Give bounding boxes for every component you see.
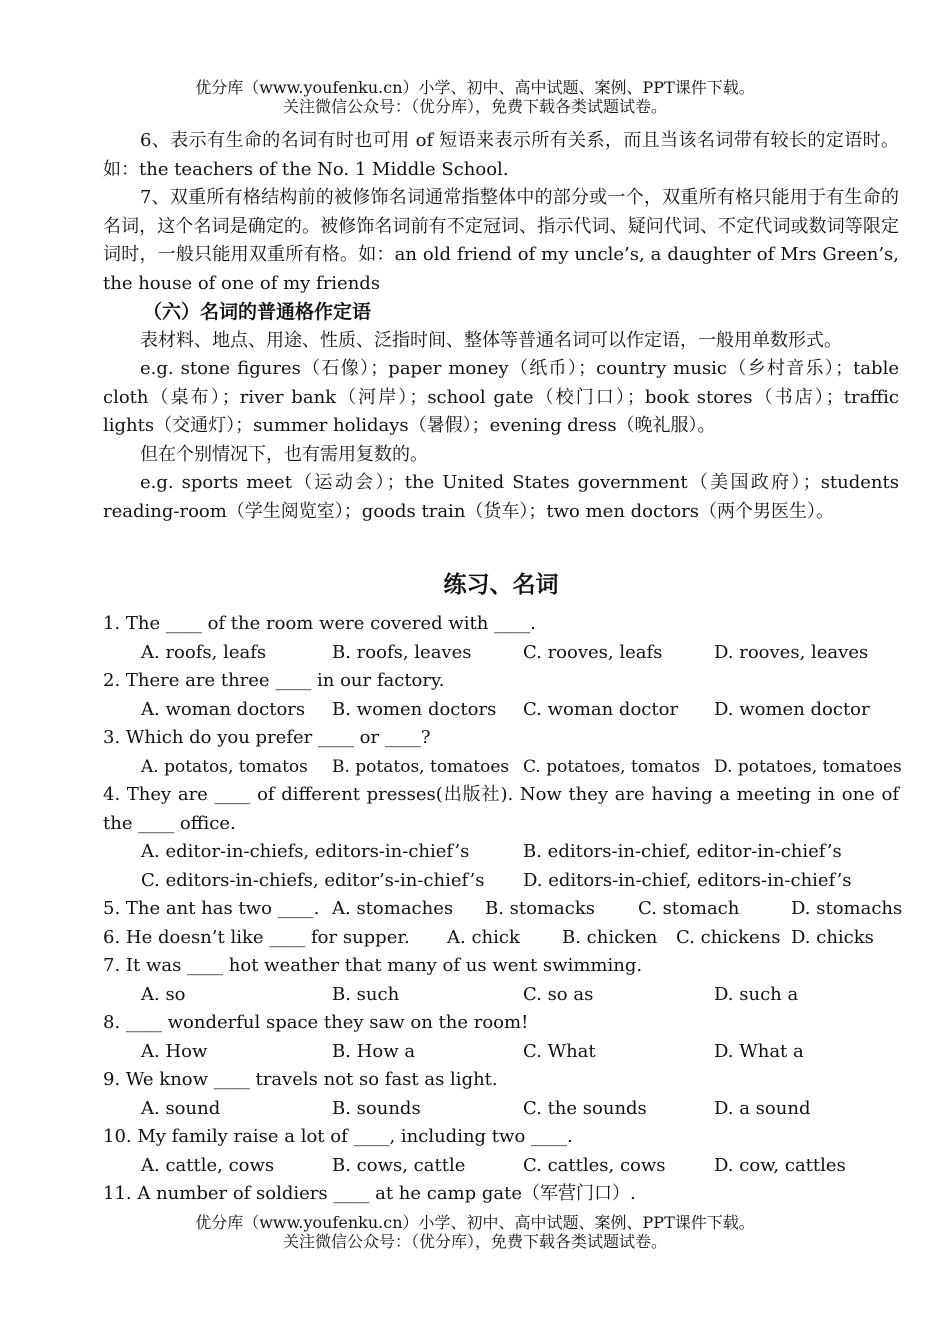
option: B. roofs, leaves xyxy=(332,641,472,663)
question-options xyxy=(103,639,899,668)
question-options xyxy=(103,696,899,725)
question: 1. The ____ of the room were covered with ____. xyxy=(103,613,536,634)
question-options xyxy=(103,838,899,867)
option: A. woman doctors xyxy=(141,698,306,720)
option: D. editors-in-chief, editors-in-chief’s xyxy=(523,869,852,891)
question-options xyxy=(103,1038,899,1067)
question-options xyxy=(103,1095,899,1124)
section-paragraph-1: 表材料、地点、用途、性质、泛指时间、整体等普通名词可以作定语，一般用单数形式。 xyxy=(140,329,842,351)
question: 6. He doesn’t like ____ for supper. xyxy=(103,926,410,948)
option: D. potatoes, tomatoes xyxy=(714,756,902,777)
option: A. stomaches xyxy=(332,898,454,919)
footer-line-2: 关注微信公众号：（优分库），免费下载各类试题试卷。 xyxy=(282,1232,667,1251)
question: 5. The ant has two ____. xyxy=(103,898,320,919)
option: C. stomach xyxy=(638,898,740,919)
rule-7-paragraph: 7、双重所有格结构前的被修饰名词通常指整体中的部分或一个，双重所有格只能用于有生命的名词，这个名词是确定的。被修饰名词前有不定冠词、指示代词、疑问代词、不定代词或数词等限定词时，一般只能用双重所有格。如：an old friend of my uncle’s, a daughter of Mrs Green’s, the house of one of my friends xyxy=(103,187,899,294)
option: D. cow, cattles xyxy=(714,1154,846,1176)
option: A. cattle, cows xyxy=(141,1154,275,1176)
option: B. potatos, tomatoes xyxy=(332,756,510,777)
question-with-options xyxy=(103,924,899,953)
header-line-2: 关注微信公众号：（优分库），免费下载各类试题试卷。 xyxy=(282,97,667,116)
option: C. What xyxy=(523,1040,596,1062)
page-content xyxy=(103,127,903,1209)
section-heading: （六）名词的普通格作定语 xyxy=(143,301,372,323)
question: 7. It was ____ hot weather that many of us went swimming. xyxy=(103,955,643,976)
option: A. editor-in-chiefs, editors-in-chief’s xyxy=(141,841,470,862)
option: D. such a xyxy=(714,983,799,1005)
option: C. so as xyxy=(523,983,594,1005)
option: D. stomachs xyxy=(791,898,903,919)
question: 10. My family raise a lot of ____, including two ____. xyxy=(103,1126,573,1147)
option: A. roofs, leafs xyxy=(141,641,267,663)
option: A. How xyxy=(141,1040,208,1062)
option: B. women doctors xyxy=(332,698,497,720)
option: B. cows, cattle xyxy=(332,1154,466,1176)
rule-6-paragraph: 6、表示有生命的名词有时也可用 of 短语来表示所有关系，而且当该名词带有较长的定语时。如：the teachers of the No. 1 Middle School. xyxy=(103,130,899,180)
option: D. a sound xyxy=(714,1097,811,1119)
option: A. potatos, tomatos xyxy=(141,756,308,777)
option: C. rooves, leafs xyxy=(523,641,663,663)
question: 3. Which do you prefer ____ or ____? xyxy=(103,727,431,748)
option: B. such xyxy=(332,983,400,1005)
option: C. cattles, cows xyxy=(523,1154,666,1176)
question: 4. They are ____ of different presses(出版社). Now they are having a meeting in one of the ____ office. xyxy=(103,784,899,834)
option: C. the sounds xyxy=(523,1097,647,1119)
question: 9. We know ____ travels not so fast as light. xyxy=(103,1069,498,1090)
question-options xyxy=(103,981,899,1010)
option: D. rooves, leaves xyxy=(714,641,869,663)
question-options xyxy=(103,867,899,896)
option: B. sounds xyxy=(332,1097,421,1119)
question: 2. There are three ____ in our factory. xyxy=(103,670,445,691)
option: C. editors-in-chiefs, editor’s-in-chief’s xyxy=(141,869,485,891)
option: D. women doctor xyxy=(714,698,870,720)
question: 11. A number of soldiers ____ at he camp gate（军营门口）. xyxy=(103,1183,636,1204)
option: A. sound xyxy=(141,1097,221,1119)
option: A. chick xyxy=(447,926,520,948)
option: D. What a xyxy=(714,1040,804,1062)
option: B. editors-in-chief, editor-in-chief’s xyxy=(523,841,842,862)
option: B. How a xyxy=(332,1040,416,1062)
exercise-title: 练习、名词 xyxy=(443,572,559,598)
option: B. stomacks xyxy=(485,898,596,919)
header-line-1: 优分库（www.youfenku.cn）小学、初中、高中试题、案例、PPT课件下载。 xyxy=(195,78,755,97)
option: A. so xyxy=(141,983,186,1005)
option: C. woman doctor xyxy=(523,698,679,720)
question-options xyxy=(103,1152,899,1181)
question: 8. ____ wonderful space they saw on the room! xyxy=(103,1012,529,1033)
page-header xyxy=(0,78,950,116)
question-with-options xyxy=(103,895,903,924)
option: C. potatoes, tomatos xyxy=(523,756,701,777)
option: D. chicks xyxy=(791,926,874,948)
option: C. chickens xyxy=(676,926,781,948)
option: B. chicken xyxy=(562,926,658,948)
footer-line-1: 优分库（www.youfenku.cn）小学、初中、高中试题、案例、PPT课件下载。 xyxy=(195,1213,755,1232)
page-footer xyxy=(0,1213,950,1251)
section-paragraph-3: 但在个别情况下，也有需用复数的。 xyxy=(140,443,428,465)
section-paragraph-2: e.g. stone figures（石像）；paper money（纸币）；country music（乡村音乐）；table cloth（桌布）；river bank（河岸）；school gate（校门口）；book stores（书店）；traffic lights（交通灯）；summer holidays（暑假）；evening dress（晚礼服）。 xyxy=(103,358,899,436)
section-paragraph-4: e.g. sports meet（运动会）；the United States government（美国政府）；students reading-room（学生阅览室）；goods train（货车）；two men doctors（两个男医生）。 xyxy=(103,472,899,522)
question-options xyxy=(103,753,902,782)
